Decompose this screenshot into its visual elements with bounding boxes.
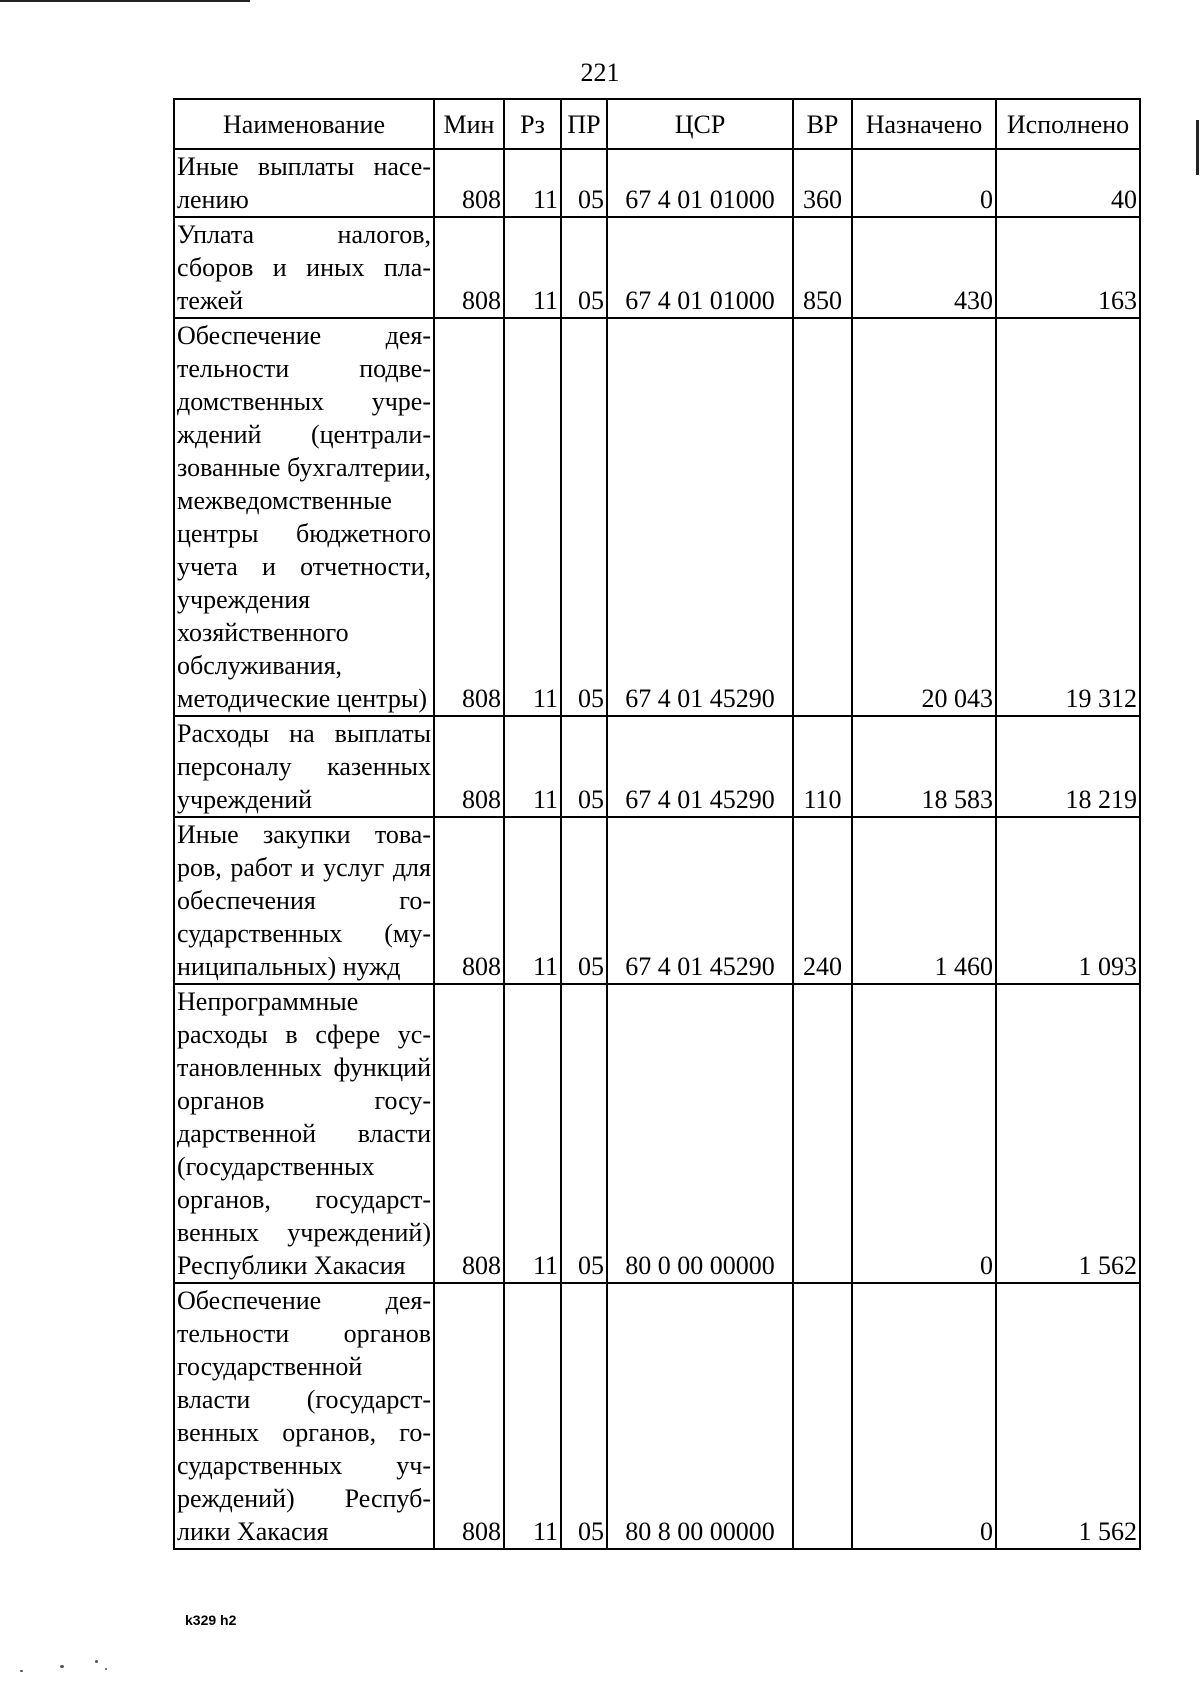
row-csr: 67 4 01 45290 [607, 817, 793, 984]
header-rz: Рз [504, 99, 561, 149]
table-row [174, 149, 1140, 217]
row-assigned: 0 [852, 149, 996, 217]
row-pr: 05 [561, 1283, 607, 1549]
row-pr: 05 [561, 318, 607, 716]
row-csr: 67 4 01 45290 [607, 716, 793, 817]
row-rz: 11 [504, 716, 561, 817]
row-name: Расходы на выплаты персоналу казенных учреждений [174, 716, 434, 817]
row-assigned: 1 460 [852, 817, 996, 984]
row-rz: 11 [504, 217, 561, 318]
row-assigned: 0 [852, 1283, 996, 1549]
row-executed: 19 312 [996, 318, 1140, 716]
row-executed: 1 093 [996, 817, 1140, 984]
row-min: 808 [434, 1283, 504, 1549]
row-pr: 05 [561, 217, 607, 318]
page-number: 221 [580, 58, 620, 87]
footer-code: k329 h2 [185, 1612, 237, 1628]
row-rz: 11 [504, 817, 561, 984]
row-executed: 1 562 [996, 1283, 1140, 1549]
table-row [174, 716, 1140, 817]
row-vr: 110 [793, 716, 852, 817]
row-assigned: 0 [852, 984, 996, 1283]
header-assigned: Назначено [852, 99, 996, 149]
scan-speck [60, 1665, 64, 1668]
row-name: Уплата налогов, сборов и иных платежей [174, 217, 434, 318]
header-executed: Исполнено [996, 99, 1140, 149]
row-vr [793, 984, 852, 1283]
row-name: Обеспечение деятельности органов государственной власти (государственных органов, государственных учреждений) Республики Хакасия [174, 1283, 434, 1549]
row-vr [793, 1283, 852, 1549]
row-vr: 850 [793, 217, 852, 318]
header-vr: ВР [793, 99, 852, 149]
row-name: Иные выплаты населению [174, 149, 434, 217]
row-csr: 80 8 00 00000 [607, 1283, 793, 1549]
row-assigned: 18 583 [852, 716, 996, 817]
header-pr: ПР [561, 99, 607, 149]
row-name: Непрограммные расходы в сфере установленных функций органов государственной власти (государственных органов, государственных учреждений) Республики Хакасия [174, 984, 434, 1283]
header-csr: ЦСР [607, 99, 793, 149]
table-row [174, 984, 1140, 1283]
row-pr: 05 [561, 716, 607, 817]
table-header-row [174, 99, 1140, 149]
scan-speck [95, 1660, 98, 1663]
row-name: Иные закупки товаров, работ и услуг для обеспечения государственных (муниципальных) нужд [174, 817, 434, 984]
row-rz: 11 [504, 984, 561, 1283]
header-min: Мин [434, 99, 504, 149]
scan-edge-top [0, 0, 250, 2]
row-rz: 11 [504, 149, 561, 217]
row-name: Обеспечение деятельности подведомственных учреждений (централизованные бухгалтерии, межведомственные центры бюджетного учета и отчетности, учреждения хозяйственного обслуживания, методические центры) [174, 318, 434, 716]
row-pr: 05 [561, 817, 607, 984]
budget-table [173, 98, 1141, 1550]
row-rz: 11 [504, 318, 561, 716]
row-csr: 67 4 01 01000 [607, 149, 793, 217]
table-row [174, 817, 1140, 984]
table-row [174, 318, 1140, 716]
row-pr: 05 [561, 984, 607, 1283]
row-rz: 11 [504, 1283, 561, 1549]
row-min: 808 [434, 716, 504, 817]
row-pr: 05 [561, 149, 607, 217]
scan-speck [20, 1670, 23, 1672]
scan-speck [105, 1668, 107, 1670]
row-executed: 40 [996, 149, 1140, 217]
header-name: Наименование [174, 99, 434, 149]
row-csr: 67 4 01 01000 [607, 217, 793, 318]
scan-edge-right [1196, 120, 1199, 175]
row-vr: 360 [793, 149, 852, 217]
row-min: 808 [434, 318, 504, 716]
row-executed: 18 219 [996, 716, 1140, 817]
row-executed: 1 562 [996, 984, 1140, 1283]
row-min: 808 [434, 984, 504, 1283]
row-assigned: 430 [852, 217, 996, 318]
table-row [174, 1283, 1140, 1549]
row-executed: 163 [996, 217, 1140, 318]
row-vr [793, 318, 852, 716]
row-min: 808 [434, 149, 504, 217]
row-min: 808 [434, 217, 504, 318]
row-min: 808 [434, 817, 504, 984]
table-row [174, 217, 1140, 318]
row-csr: 67 4 01 45290 [607, 318, 793, 716]
row-assigned: 20 043 [852, 318, 996, 716]
row-csr: 80 0 00 00000 [607, 984, 793, 1283]
row-vr: 240 [793, 817, 852, 984]
